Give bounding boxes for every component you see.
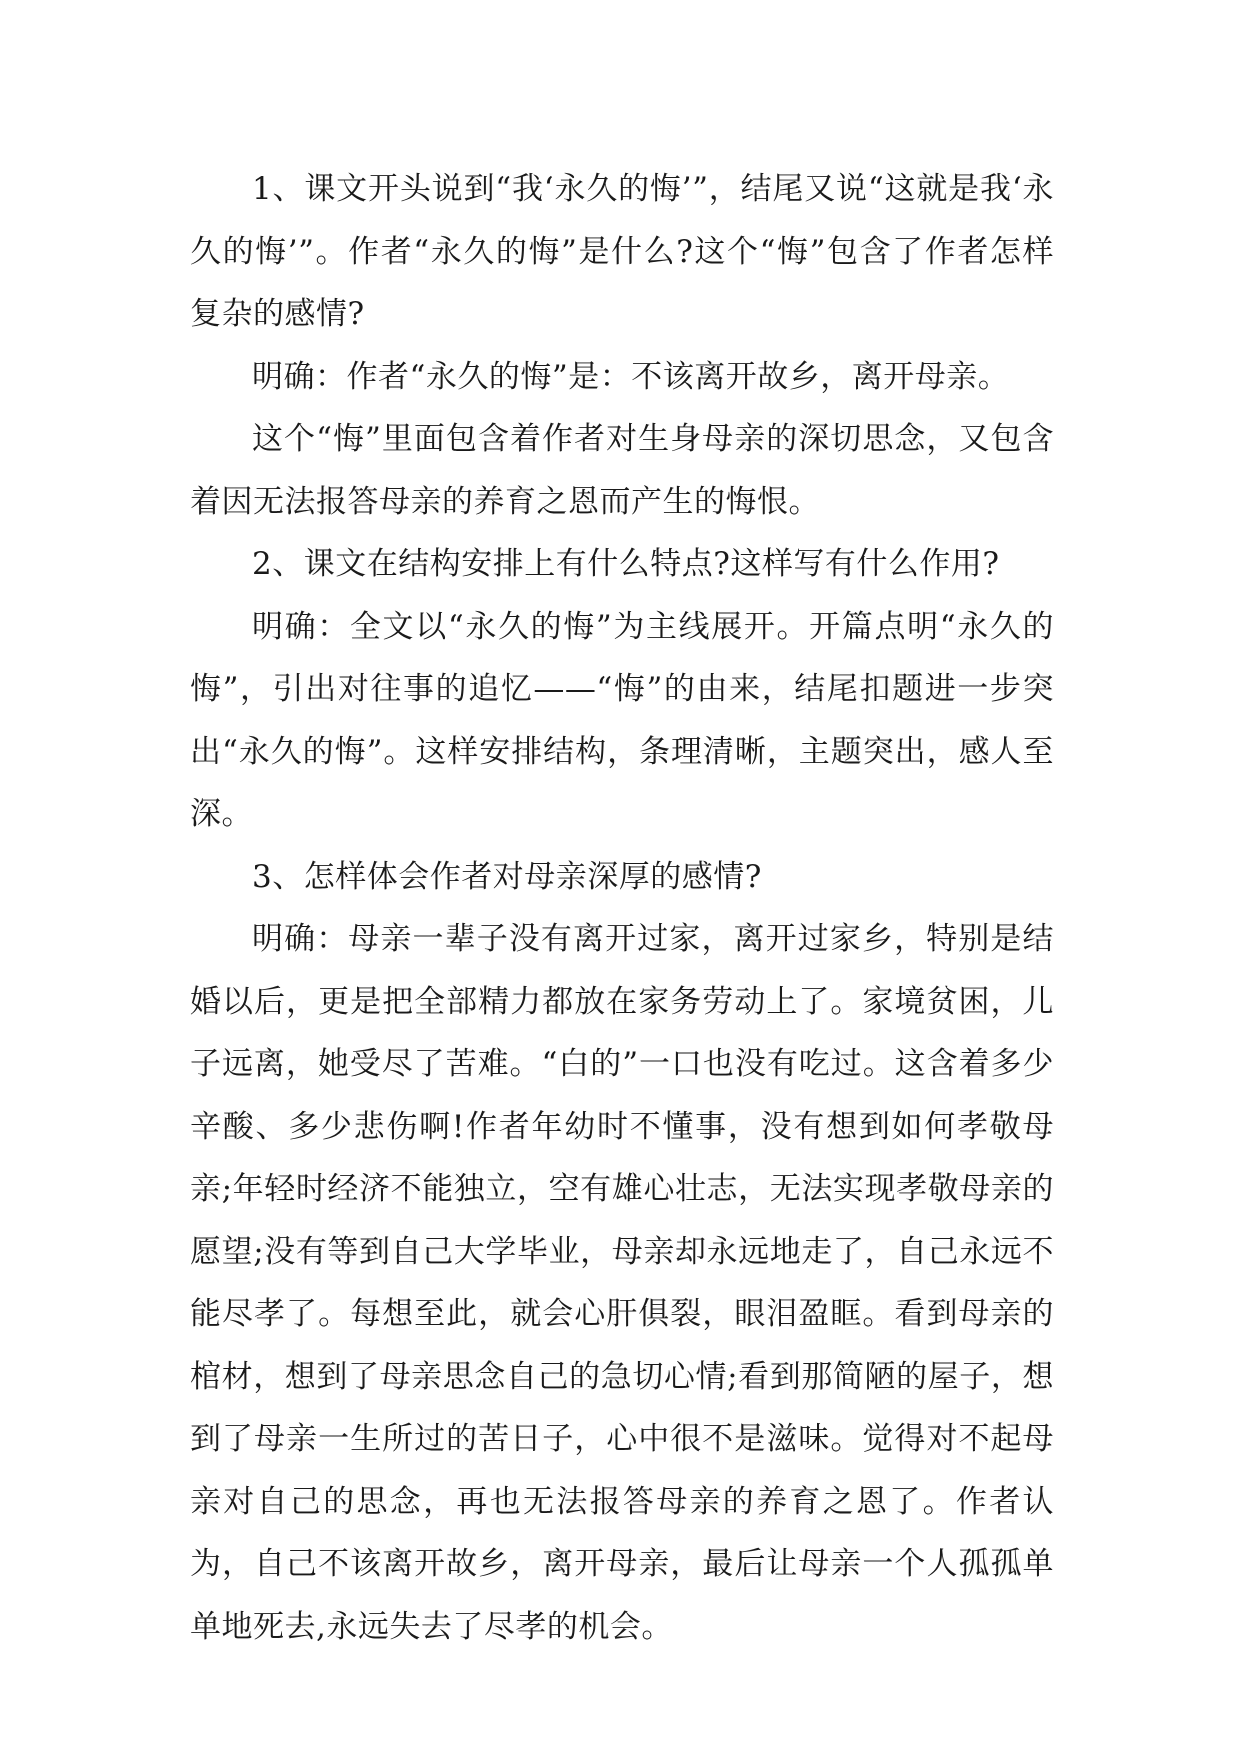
answer-2-paragraph: 明确：全文以“永久的悔”为主线展开。开篇点明“永久的悔”，引出对往事的追忆——“悔”的由来，结尾扣题进一步突出“永久的悔”。这样安排结构，条理清晰，主题突出，感人至深。 xyxy=(190,608,1054,832)
document-body xyxy=(190,158,1054,1658)
question-3-paragraph: 3、怎样体会作者对母亲深厚的感情? xyxy=(252,858,762,895)
answer-1-explanation-paragraph: 这个“悔”里面包含着作者对生身母亲的深切思念，又包含着因无法报答母亲的养育之恩而产生的悔恨。 xyxy=(190,421,1054,520)
question-1-paragraph: 1、课文开头说到“我‘永久的悔’”，结尾又说“这就是我‘永久的悔’”。作者“永久的悔”是什么?这个“悔”包含了作者怎样复杂的感情? xyxy=(190,171,1054,332)
answer-1-paragraph: 明确：作者“永久的悔”是：不该离开故乡，离开母亲。 xyxy=(252,358,1010,395)
answer-3-paragraph: 明确：母亲一辈子没有离开过家，离开过家乡，特别是结婚以后，更是把全部精力都放在家务劳动上了。家境贫困，儿子远离，她受尽了苦难。“白的”一口也没有吃过。这含着多少辛酸、多少悲伤啊!作者年幼时不懂事，没有想到如何孝敬母亲;年轻时经济不能独立，空有雄心壮志，无法实现孝敬母亲的愿望;没有等到自己大学毕业，母亲却永远地走了，自己永远不能尽孝了。每想至此，就会心肝俱裂，眼泪盈眶。看到母亲的棺材，想到了母亲思念自己的急切心情;看到那简陋的屋子，想到了母亲一生所过的苦日子，心中很不是滋味。觉得对不起母亲对自己的思念，再也无法报答母亲的养育之恩了。作者认为，自己不该离开故乡，离开母亲，最后让母亲一个人孤孤单单地死去,永远失去了尽孝的机会。 xyxy=(190,921,1054,1645)
question-2-paragraph: 2、课文在结构安排上有什么特点?这样写有什么作用? xyxy=(252,546,1000,582)
